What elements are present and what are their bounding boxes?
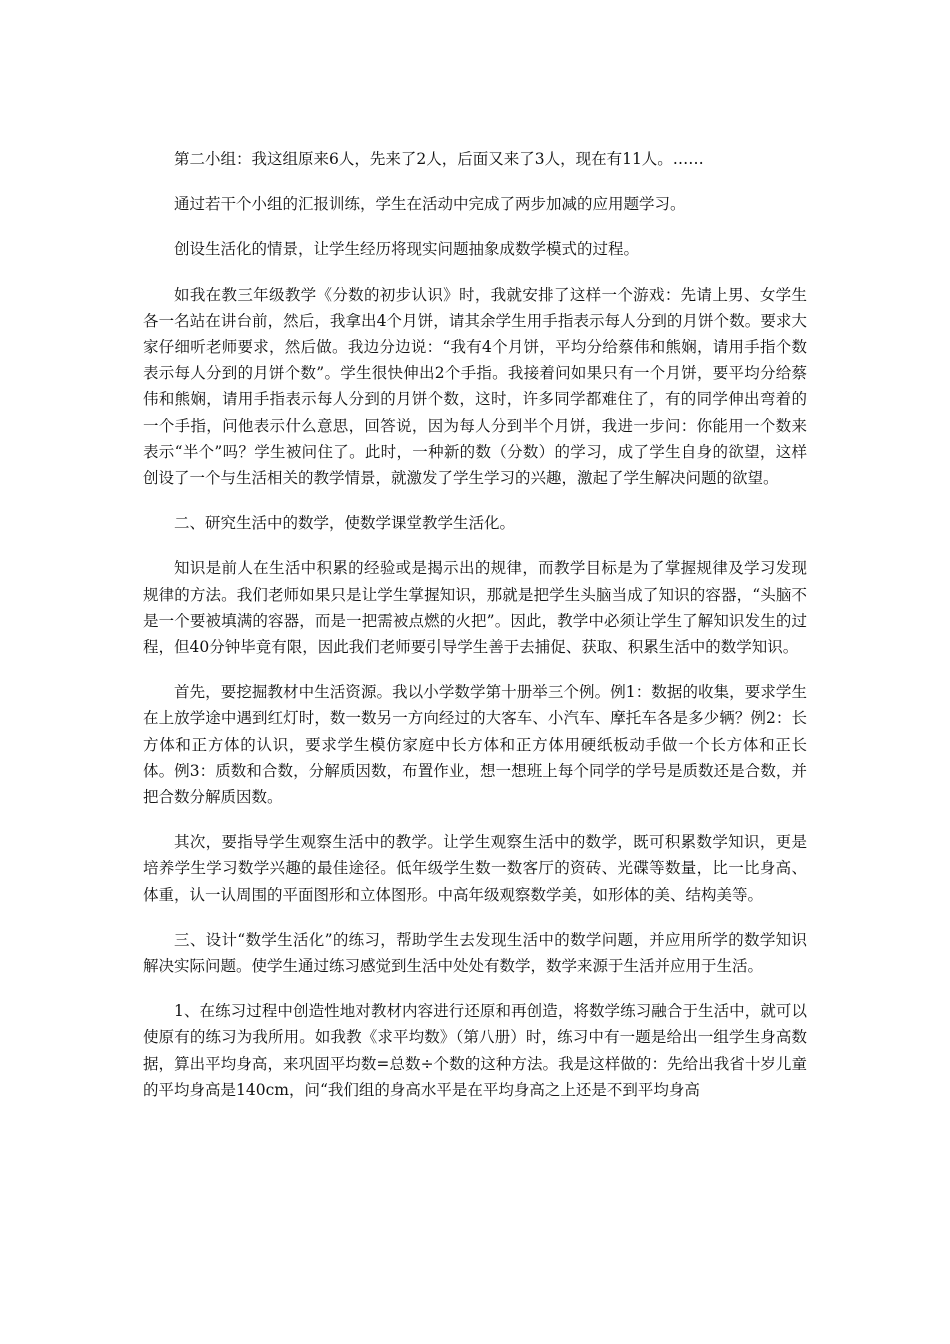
paragraph-first-textbook: 首先，要挖掘教材中生活资源。我以小学数学第十册举三个例。例1：数据的收集，要求学生在上放学途中遇到红灯时，数一数另一方向经过的大客车、小汽车、摩托车各是多少辆？例2：长方体和正方体的认识，要求学生模仿家庭中长方体和正方体用硬纸板动手做一个长方体和正长体。例3：质数和合数，分解质因数，布置作业，想一想班上每个同学的学号是质数还是合数，并把合数分解质因数。 (143, 683, 807, 807)
paragraph-knowledge: 知识是前人在生活中积累的经验或是揭示出的规律，而教学目标是为了掌握规律及学习发现规律的方法。我们老师如果只是让学生掌握知识，那就是把学生头脑当成了知识的容器，“头脑不是一个要被填满的容器，而是一把需被点燃的火把”。因此，教学中必须让学生了解知识发生的过程，但40分钟毕竟有限，因此我们老师要引导学生善于去捕促、获取、积累生活中的数学知识。 (143, 559, 807, 657)
paragraph-second-observe: 其次，要指导学生观察生活中的教学。让学生观察生活中的数学，既可积累数学知识，更是培养学生学习数学兴趣的最佳途径。低年级学生数一数客厅的资砖、光碟等数量，比一比身高、体重，认一认周围的平面图形和立体图形。中高年级观察数学美，如形体的美、结构美等。 (143, 833, 807, 904)
document-body (143, 146, 807, 1122)
paragraph-group-report: 第二小组：我这组原来6人，先来了2人，后面又来了3人，现在有11人。…… (174, 150, 704, 168)
section-heading-two: 二、研究生活中的数学，使数学课堂教学生活化。 (174, 514, 516, 533)
paragraph-report-summary: 通过若干个小组的汇报训练，学生在活动中完成了两步加减的应用题学习。 (174, 195, 686, 214)
section-heading-three: 三、设计“数学生活化”的练习，帮助学生去发现生活中的数学问题，并应用所学的数学知识解决实际问题。使学生通过练习感觉到生活中处处有数学，数学来源于生活并应用于生活。 (143, 930, 807, 976)
paragraph-practice-one: 1、在练习过程中创造性地对教材内容进行还原和再创造，将数学练习融合于生活中，就可以使原有的练习为我所用。如我教《求平均数》（第八册）时，练习中有一题是给出一组学生身高数据，算出平均身高，来巩固平均数=总数÷个数的这种方法。我是这样做的：先给出我省十岁儿童的平均身高是140cm，问“我们组的身高水平是在平均身高之上还是不到平均身高 (143, 1002, 807, 1099)
paragraph-fraction-example: 如我在教三年级教学《分数的初步认识》时，我就安排了这样一个游戏：先请上男、女学生各一名站在讲台前，然后，我拿出4个月饼，请其余学生用手指表示每人分到的月饼个数。要求大家仔细听老师要求，然后做。我边分边说：“我有4个月饼，平均分给蔡伟和熊娴，请用手指个数表示每人分到的月饼个数”。学生很快伸出2个手指。我接着问如果只有一个月饼，要平均分给蔡伟和熊娴，请用手指表示每人分到的月饼个数，这时，许多同学都难住了，有的同学伸出弯着的一个手指，问他表示什么意思，回答说，因为每人分到半个月饼，我进一步问：你能用一个数来表示“半个”吗？学生被问住了。此时，一种新的数（分数）的学习，成了学生自身的欲望，这样创设了一个与生活相关的教学情景，就激发了学生学习的兴趣，激起了学生解决问题的欲望。 (143, 285, 807, 488)
paragraph-create-scenario: 创设生活化的情景，让学生经历将现实问题抽象成数学模式的过程。 (174, 240, 640, 259)
